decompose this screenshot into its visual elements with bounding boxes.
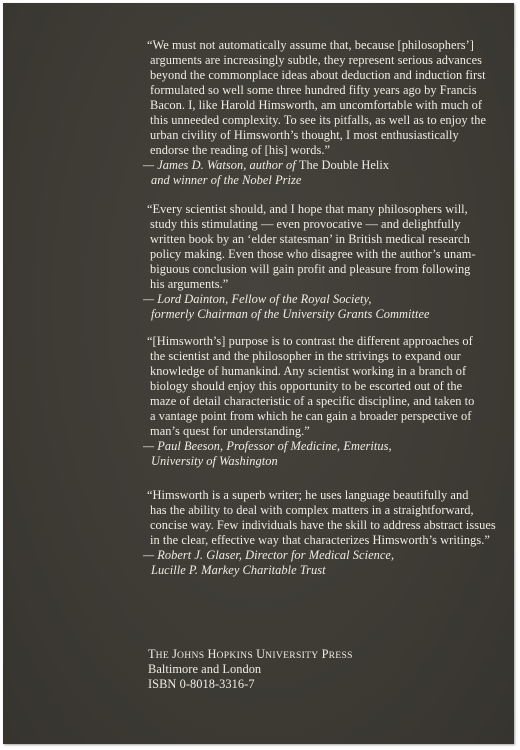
attribution: — Robert J. Glaser, Director for Medical Science, [143, 548, 395, 562]
attribution: — Lord Dainton, Fellow of the Royal Society, [143, 292, 372, 306]
quote-line: man’s quest for understanding.” [150, 424, 310, 438]
attribution-line: formerly Chairman of the University Grants Committee [151, 307, 430, 321]
attribution: — Paul Beeson, Professor of Medicine, Emeritus, [143, 439, 392, 453]
back-cover [3, 3, 514, 744]
attribution-line: University of Washington [151, 454, 278, 468]
quote-line: has the ability to deal with complex matters in a straightforward, [150, 503, 474, 517]
quote-line: concise way. Few individuals have the skill to address abstract issues [150, 518, 496, 532]
quote-line: the scientist and the philosopher in the strivings to expand our [150, 349, 461, 363]
quote-line: in the clear, effective way that characterizes Himsworth’s writings.” [150, 533, 490, 547]
quote-line: a vantage point from which he can gain a broader perspective of [150, 409, 472, 423]
quote-line: “Every scientist should, and I hope that many philosophers will, [147, 202, 468, 216]
quote-line: “[Himsworth’s] purpose is to contrast the different approaches of [147, 334, 473, 348]
quote-line: urban civility of Himsworth’s thought, I most enthusiastically [150, 128, 459, 142]
quote-line: arguments are increasingly subtle, they represent serious advances [150, 53, 482, 67]
attribution: — James D. Watson, author of The Double Helix [143, 158, 390, 172]
book-title: The Double Helix [298, 158, 390, 172]
attribution-line: and winner of the Nobel Prize [151, 173, 302, 187]
quote-line: biguous conclusion will gain profit and pleasure from following [150, 262, 471, 276]
quote-line: written book by an ‘elder statesman’ in British medical research [150, 232, 470, 246]
quote-line: Bacon. I, like Harold Himsworth, am uncomfortable with much of [150, 98, 483, 112]
publisher-name: THE JOHNS HOPKINS UNIVERSITY PRESS [148, 647, 353, 661]
isbn: ISBN 0-8018-3316-7 [148, 677, 255, 691]
quote-line: knowledge of humankind. Any scientist working in a branch of [150, 364, 467, 378]
quote-line: beyond the commonplace ideas about deduction and induction first [150, 68, 486, 82]
quote-line: “Himsworth is a superb writer; he uses language beautifully and [147, 488, 469, 502]
attribution-line: Lucille P. Markey Charitable Trust [151, 563, 326, 577]
quote-line: this unneeded complexity. To see its pitfalls, as well as to enjoy the [150, 113, 487, 127]
quote-line: study this stimulating — even provocative — and delightfully [150, 217, 461, 231]
quote-line: his arguments.” [150, 277, 229, 291]
publisher-location: Baltimore and London [148, 662, 262, 676]
quote-line: “We must not automatically assume that, because [philosophers’] [147, 38, 474, 52]
quote-line: endorse the reading of [his] words.” [150, 143, 331, 157]
quote-line: formulated so well some three hundred fifty years ago by Francis [150, 83, 477, 97]
quote-line: maze of detail characteristic of a specific discipline, and taken to [150, 394, 475, 408]
quote-line: biology should enjoy this opportunity to be escorted out of the [150, 379, 463, 393]
quote-line: policy making. Even those who disagree with the author’s unam- [150, 247, 476, 261]
